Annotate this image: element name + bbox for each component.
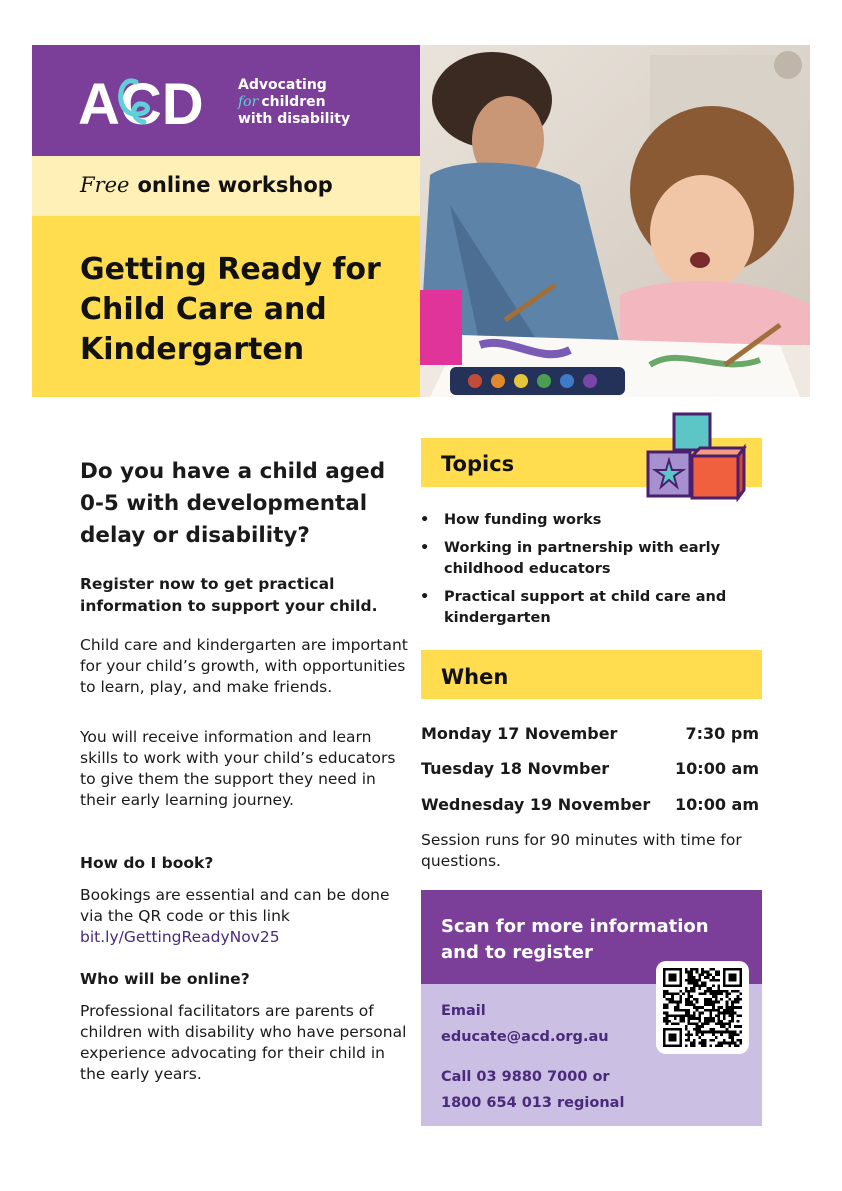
intro-question: Do you have a child aged 0-5 with developmental delay or disability? [80,459,386,548]
tagline-for: for [238,94,259,110]
workshop-word: online workshop [137,173,333,197]
scan-heading: Scan for more information and to register [441,916,709,963]
qr-code-icon[interactable] [663,968,742,1047]
free-workshop-label [80,173,333,197]
booking-link[interactable]: bit.ly/GettingReadyNov25 [80,928,280,946]
intro-paragraph-2: You will receive information and learn skills to work with your child’s educators to give them the support they need in their early learning journey. [80,728,396,809]
topics-heading: Topics [441,452,515,476]
email-label: Email [441,1003,486,1019]
booking-heading: How do I book? [80,854,214,872]
toy-blocks-icon [638,410,748,502]
session-note: Session runs for 90 minutes with time for questions. [421,831,742,870]
session-day: Wednesday 19 November [421,795,651,814]
email-link[interactable]: educate@acd.org.au [441,1029,609,1045]
session-row [421,724,761,748]
topics-list [420,510,760,636]
page-title: Getting Ready for Child Care and Kindergarten [80,252,381,367]
session-row [421,795,761,819]
booking-text [80,885,410,948]
session-row [421,759,761,783]
booking-text-body: Bookings are essential and can be done via the QR code or this link [80,886,390,925]
online-heading: Who will be online? [80,970,250,988]
register-callout: Register now to get practical information to support your child. [80,575,378,615]
list-item: • Practical support at child care and kindergarten [420,587,760,629]
list-item: • How funding works [420,510,760,531]
tagline-line2 [238,94,350,111]
acd-logo [78,68,218,132]
list-item: • Working in partnership with early childhood educators [420,538,760,580]
phone-text: Call 03 9880 7000 or [441,1069,610,1085]
hero-photo [420,45,810,397]
session-day: Monday 17 November [421,724,618,743]
logo-tagline [238,77,350,128]
session-time: 10:00 am [675,795,759,814]
online-text: Professional facilitators are parents of children with disability who have personal experience advocating for their child in the early years. [80,1002,407,1083]
phone-regional-text: 1800 654 013 regional [441,1095,625,1111]
session-time: 7:30 pm [685,724,759,743]
logo-letters: ACD [78,72,204,132]
intro-paragraph-1: Child care and kindergarten are important for your child’s growth, with opportunities to learn, play, and make friends. [80,636,408,696]
tagline-line1: Advocating [238,77,327,93]
session-day: Tuesday 18 Novmber [421,759,610,778]
when-heading: When [441,665,509,689]
tagline-children: children [261,94,326,110]
free-word: Free [80,173,130,197]
tagline-line3: with disability [238,111,351,127]
session-time: 10:00 am [675,759,759,778]
